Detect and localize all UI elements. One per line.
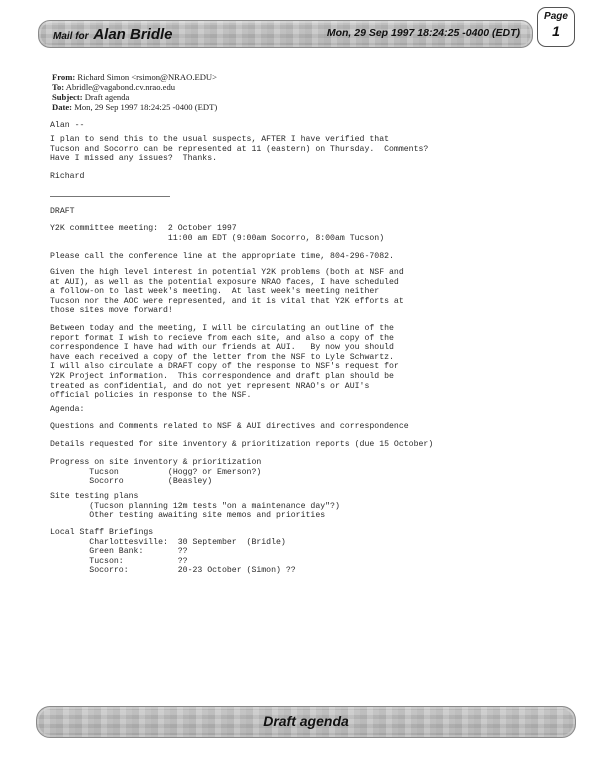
banner-date: Mon, 29 Sep 1997 18:24:25 -0400 (EDT) — [326, 27, 520, 39]
draft-label: DRAFT — [50, 207, 75, 216]
paragraph-circulation: Between today and the meeting, I will be circulating an outline of the report format I wish to recieve from each site, and also a copy of the correspondence I have had with our friends at AUI. By now you should have each received a copy of the letter from the NSF to Lyle Schwartz. I will also circulate a DRAFT copy of the response to NSF's request for Y2K Project information. This correspondence and draft plan should be treated as confidential, and do not yet represent NRAO's or AUI's official policies in response to the NSF. — [50, 324, 399, 401]
divider — [50, 196, 170, 197]
mail-for-label: Mail for Alan Bridle — [53, 26, 173, 43]
meeting-info: Y2K committee meeting: 2 October 1997 11:00 am EDT (9:00am Socorro, 8:00am Tucson) — [50, 224, 385, 243]
to-line: To: Abridle@vagabond.cv.nrao.edu — [52, 82, 176, 92]
signoff: Richard — [50, 172, 85, 181]
intro-paragraph: I plan to send this to the usual suspects, AFTER I have verified that Tucson and Socorro can be represented at 11 (eastern) on Thursday. Comments? Have I missed any issues? Thanks. — [50, 135, 429, 164]
footer-title: Draft agenda — [263, 713, 349, 729]
date-line: Date: Mon, 29 Sep 1997 18:24:25 -0400 (EDT) — [52, 102, 218, 112]
greeting: Alan -- — [50, 121, 85, 130]
subject-line: Subject: Draft agenda — [52, 92, 130, 102]
footer-banner — [36, 706, 576, 738]
agenda-item-progress: Progress on site inventory & prioritization Tucson (Hogg? or Emerson?) Socorro (Beasley) — [50, 458, 262, 487]
page-number: 1 — [552, 23, 560, 39]
page-indicator — [537, 7, 575, 47]
from-line: From: Richard Simon <rsimon@NRAO.EDU> — [52, 72, 217, 82]
mail-header-banner — [38, 20, 533, 48]
agenda-item-briefings: Local Staff Briefings Charlottesville: 30 September (Bridle) Green Bank: ?? Tucson: ?? Socorro: 20-23 October (Simon) ?? — [50, 528, 296, 576]
agenda-item-details: Details requested for site inventory & prioritization reports (due 15 October) — [50, 440, 434, 449]
recipient-name: Alan Bridle — [93, 26, 173, 43]
email-headers — [52, 72, 217, 112]
page-label: Page — [544, 11, 568, 22]
agenda-item-questions: Questions and Comments related to NSF & AUI directives and correspondence — [50, 422, 409, 431]
paragraph-interest: Given the high level interest in potential Y2K problems (both at NSF and at AUI), as well as the potential exposure NRAO faces, I have scheduled a follow-on to last week's meeting. At last week's meeting neither Tucson nor the AOC were represented, and it is vital that Y2K efforts at those sites move forward! — [50, 268, 404, 316]
conference-line: Please call the conference line at the appropriate time, 804-296-7082. — [50, 252, 394, 261]
agenda-item-testing: Site testing plans (Tucson planning 12m tests "on a maintenance day"?) Other testing awaiting site memos and priorities — [50, 492, 340, 521]
agenda-label: Agenda: — [50, 405, 85, 414]
